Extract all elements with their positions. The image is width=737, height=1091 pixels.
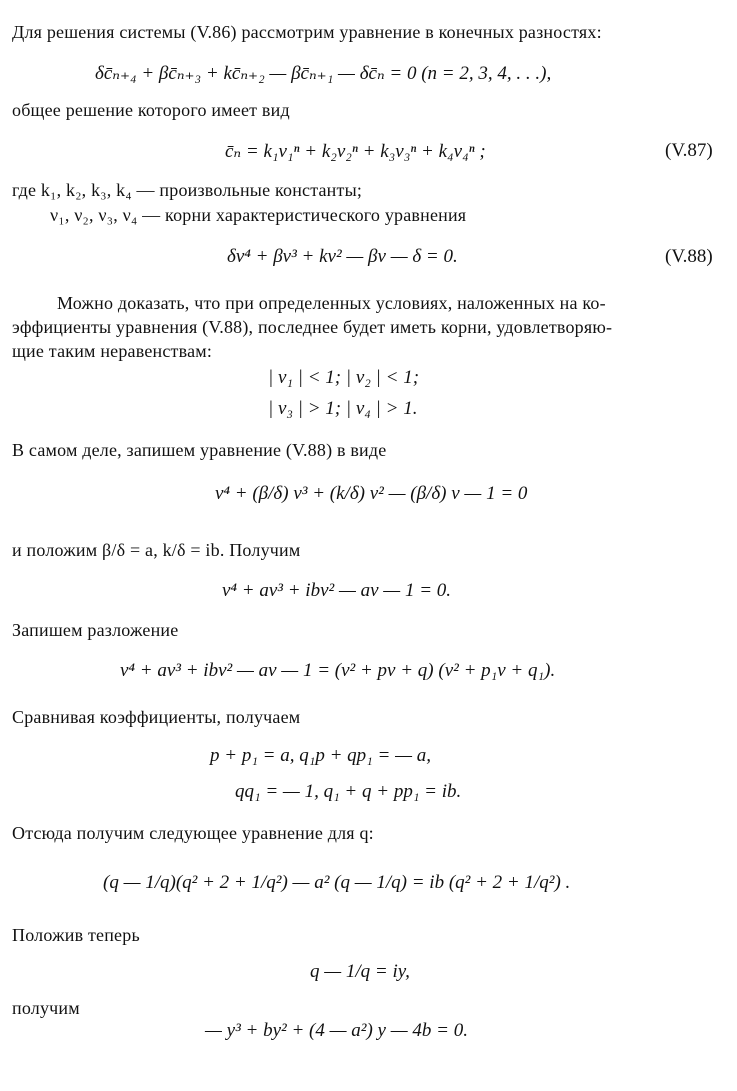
equation-cubic-y: — y³ + by² + (4 — a²) y — 4b = 0. — [205, 1020, 468, 1041]
text-line-11: Сравнивая коэффициенты, получаем — [12, 707, 301, 727]
text-line-5: Можно доказать, что при определенных условиях, наложенных на ко- — [57, 293, 606, 313]
inequality-row-1: | ν₁ | < 1; | ν₂ | < 1; — [268, 367, 420, 388]
coefficients-row-1: p + p₁ = a, q₁p + qp₁ = — a, — [210, 745, 431, 766]
text-line-10: Запишем разложение — [12, 620, 179, 640]
equation-for-q: (q — 1/q)(q² + 2 + 1/q²) — a² (q — 1/q) = ib (q² + 2 + 1/q²) . — [103, 872, 571, 893]
text-line-7: щие таким неравенствам: — [12, 341, 213, 361]
equation-factorization: ν⁴ + aν³ + ibν² — aν — 1 = (ν² + pν + q) (ν² + p₁ν + q₁). — [120, 660, 556, 681]
text-line-9: и положим β/δ = a, k/δ = ib. Получим — [12, 540, 301, 560]
equation-number-v87: (V.87) — [665, 140, 713, 161]
text-line-6: эффициенты уравнения (V.88), последнее будет иметь корни, удовлетворяю- — [12, 317, 613, 337]
text-line-3: где k₁, k₂, k₃, k₄ — произвольные константы; — [12, 180, 363, 200]
equation-v88: δν⁴ + βν³ + kν² — βν — δ = 0. — [227, 246, 458, 267]
text-line-13: Положив теперь — [12, 925, 140, 945]
equation-substituted: ν⁴ + aν³ + ibν² — aν — 1 = 0. — [222, 580, 452, 601]
equation-number-v88: (V.88) — [665, 246, 713, 267]
equation-v87: c̄ₙ = k₁ν₁ⁿ + k₂ν₂ⁿ + k₃ν₃ⁿ + k₄ν₄ⁿ ; — [225, 141, 486, 162]
text-line-14: получим — [12, 998, 80, 1018]
text-line-4: ν₁, ν₂, ν₃, ν₄ — корни характеристического уравнения — [50, 205, 467, 225]
coefficients-row-2: qq₁ = — 1, q₁ + q + pp₁ = ib. — [235, 781, 462, 802]
text-line-12: Отсюда получим следующее уравнение для q: — [12, 823, 374, 843]
text-line-8: В самом деле, запишем уравнение (V.88) в виде — [12, 440, 387, 460]
equation-difference: δc̄ₙ₊₄ + βc̄ₙ₊₃ + kc̄ₙ₊₂ — βc̄ₙ₊₁ — δc̄ₙ = 0 (n = 2, 3, 4, . . .), — [95, 63, 552, 84]
inequality-row-2: | ν₃ | > 1; | ν₄ | > 1. — [268, 398, 418, 419]
equation-normalized: ν⁴ + (β/δ) ν³ + (k/δ) ν² — (β/δ) ν — 1 = 0 — [215, 483, 528, 504]
text-line-2: общее решение которого имеет вид — [12, 100, 290, 120]
text-line-1: Для решения системы (V.86) рассмотрим уравнение в конечных разностях: — [12, 22, 602, 42]
equation-substitution-y: q — 1/q = iy, — [310, 961, 410, 982]
